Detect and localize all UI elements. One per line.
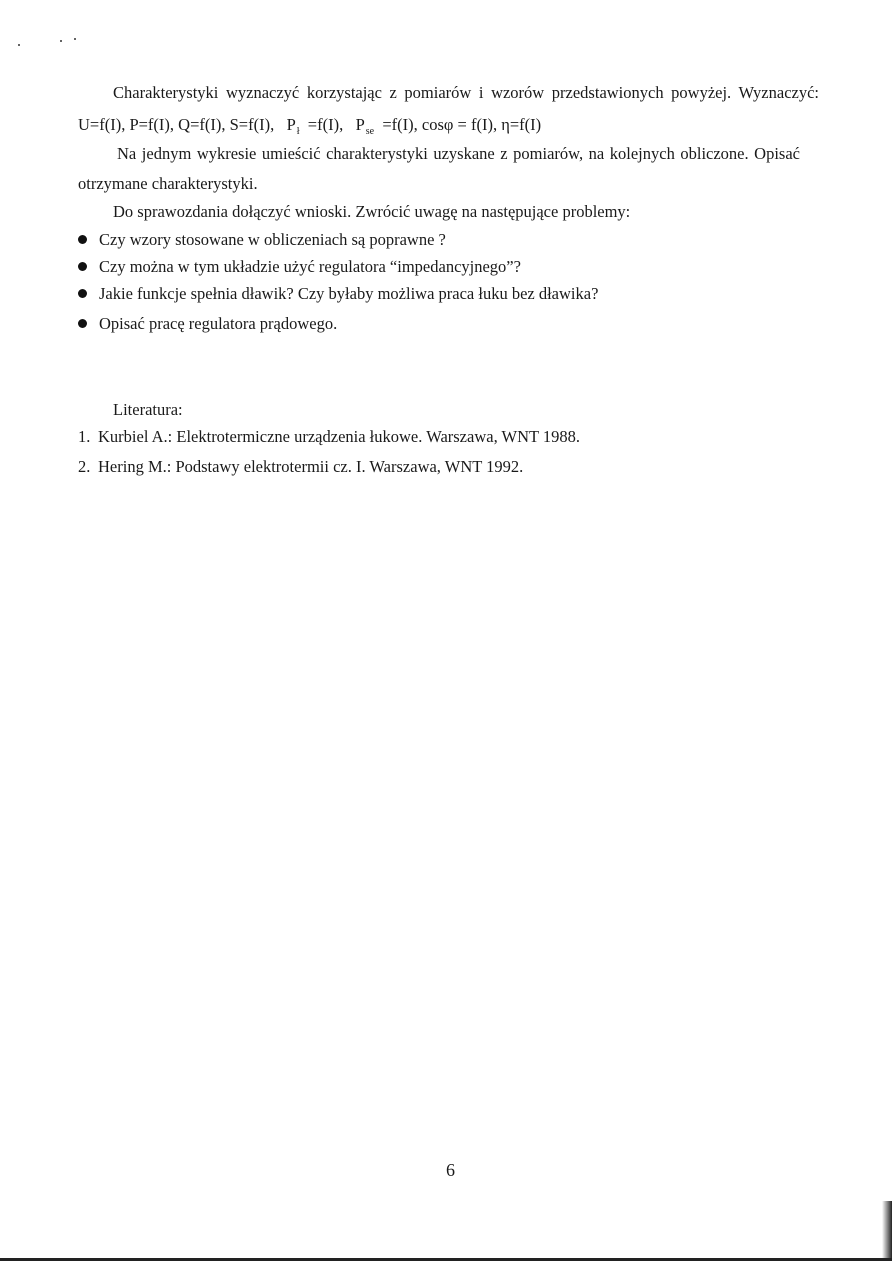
p-symbol-2: P: [355, 115, 365, 134]
speck: [60, 40, 62, 42]
reference-item: [78, 456, 523, 478]
speck: [74, 38, 76, 40]
formula-part-b: =f(I),: [307, 115, 344, 134]
bullet-icon: [78, 319, 87, 328]
paragraph-2-line-1: Na jednym wykresie umieścić charakterystyki uzyskane z pomiarów, na kolejnych obliczone. Opisać: [117, 144, 800, 163]
list-item-text: Czy wzory stosowane w obliczeniach są poprawne ?: [99, 230, 446, 249]
bullet-icon: [78, 235, 87, 244]
reference-text: Kurbiel A.: Elektrotermiczne urządzenia łukowe. Warszawa, WNT 1988.: [98, 427, 581, 446]
list-item: [78, 313, 337, 335]
p-subscript-1: ł: [296, 126, 300, 137]
bullet-icon: [78, 289, 87, 298]
p-symbol: P: [286, 115, 296, 134]
list-item-text: Opisać pracę regulatora prądowego.: [99, 314, 338, 333]
reference-text: Hering M.: Podstawy elektrotermii cz. I. Warszawa, WNT 1992.: [98, 457, 524, 476]
list-item-text: Czy można w tym układzie użyć regulatora “impedancyjnego”?: [99, 257, 521, 276]
formula-line: [78, 114, 541, 143]
formula-part-c: =f(I), cosφ = f(I), η=f(I): [382, 115, 542, 134]
literature-heading: Literatura:: [113, 400, 183, 419]
paragraph-1-line-1: Charakterystyki wyznaczyć korzystając z pomiarów i wzorów przedstawionych powyżej. Wyznaczyć:: [113, 83, 819, 102]
paragraph-3: Do sprawozdania dołączyć wnioski. Zwrócić uwagę na następujące problemy:: [113, 202, 631, 221]
page-number: 6: [446, 1160, 455, 1180]
scan-corner-shadow: [882, 1201, 892, 1261]
reference-item: [78, 426, 580, 448]
speck: [18, 44, 20, 46]
reference-number: 1.: [78, 427, 91, 446]
formula-part-a: U=f(I), P=f(I), Q=f(I), S=f(I),: [78, 115, 275, 134]
bullet-icon: [78, 262, 87, 271]
p-subscript-2: se: [365, 126, 375, 137]
list-item-text: Jakie funkcje spełnia dławik? Czy byłaby możliwa praca łuku bez dławika?: [99, 284, 599, 303]
list-item: [78, 229, 446, 251]
paragraph-2-line-2: otrzymane charakterystyki.: [78, 174, 258, 193]
list-item: [78, 283, 598, 305]
reference-number: 2.: [78, 457, 91, 476]
list-item: [78, 256, 521, 278]
